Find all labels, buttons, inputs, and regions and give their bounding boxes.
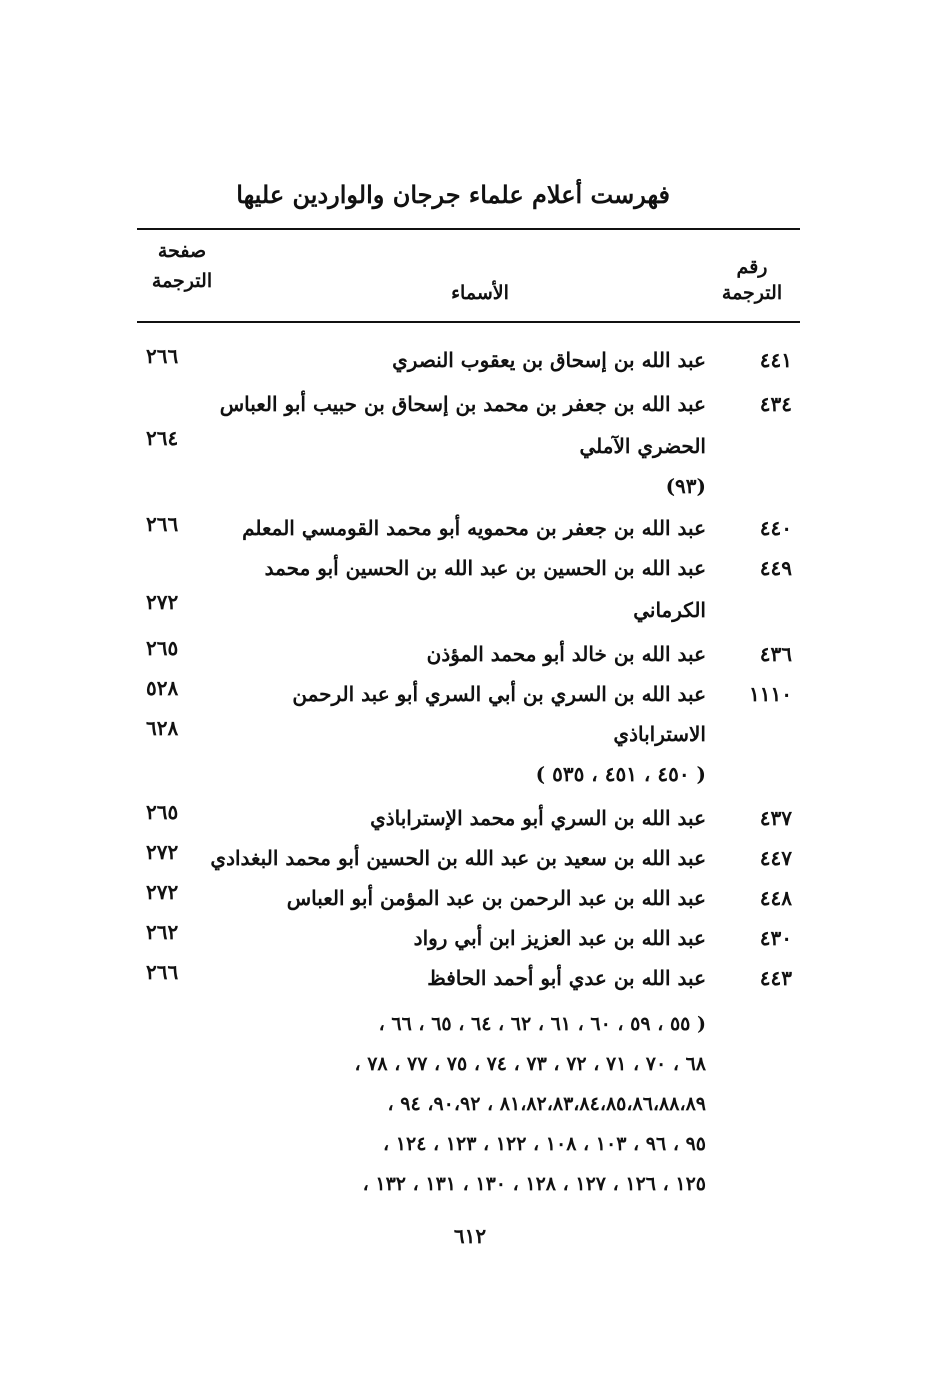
page-number: ٦١٢ bbox=[453, 1224, 487, 1248]
entry-number: ١١١٠ bbox=[749, 682, 792, 706]
ref-line: ٦٨ ، ٧٠ ، ٧١ ، ٧٢ ، ٧٣ ، ٧٤ ، ٧٥ ، ٧٧ ، ٧٨ ، bbox=[354, 1053, 706, 1075]
entry-name: عبد الله بن سعيد بن عبد الله بن الحسين أبو محمد البغدادي bbox=[210, 846, 706, 870]
entry-refs: (٩٣) bbox=[665, 474, 706, 498]
entry-page: ٢٦٦ bbox=[146, 344, 179, 368]
ref-line: ١٢٥ ، ١٢٦ ، ١٢٧ ، ١٢٨ ، ١٣٠ ، ١٣١ ، ١٣٢ ، bbox=[362, 1173, 706, 1195]
entry-name: عبد الله بن عدي أبو أحمد الحافظ bbox=[427, 966, 706, 990]
entry-page: ٦٢٨ bbox=[146, 716, 179, 740]
ref-line: ( ٥٥ ، ٥٩ ، ٦٠ ، ٦١ ، ٦٢ ، ٦٤ ، ٦٥ ، ٦٦ ، bbox=[378, 1013, 706, 1035]
column-header-page-line2: الترجمة bbox=[151, 270, 213, 292]
entry-page: ٢٦٦ bbox=[146, 960, 179, 984]
entry-name: عبد الله بن جعفر بن محمويه أبو محمد القومسي المعلم bbox=[242, 516, 706, 540]
column-header-number-line1: رقم bbox=[736, 256, 768, 278]
entry-page: ٢٧٢ bbox=[146, 880, 179, 904]
entry-name-continuation: الحضري الآملي bbox=[579, 434, 706, 458]
entry-number: ٤٤٨ bbox=[759, 886, 792, 910]
entry-number: ٤٣٤ bbox=[759, 392, 792, 416]
entry-name: عبد الله بن عبد العزيز ابن أبي رواد bbox=[413, 926, 706, 950]
entry-number: ٤٤٩ bbox=[759, 556, 792, 580]
entry-name: عبد الله بن السري أبو محمد الإستراباذي bbox=[370, 806, 706, 830]
entry-page: ٥٢٨ bbox=[146, 676, 179, 700]
column-header-number-line2: الترجمة bbox=[721, 282, 783, 304]
entry-number: ٤٤٧ bbox=[759, 846, 792, 870]
entry-name-continuation: الكرماني bbox=[633, 598, 706, 622]
entry-name: عبد الله بن إسحاق بن يعقوب النصري bbox=[392, 348, 706, 372]
entry-page: ٢٦٦ bbox=[146, 512, 179, 536]
column-header-page-line1: صفحة bbox=[157, 240, 207, 262]
entry-name: عبد الله بن السري بن أبي السري أبو عبد الرحمن bbox=[292, 682, 706, 706]
entry-name: عبد الله بن الحسين بن عبد الله بن الحسين أبو محمد bbox=[264, 556, 706, 580]
column-header-names: الأسماء bbox=[451, 282, 509, 304]
entry-name-continuation: الاستراباذي bbox=[613, 722, 706, 746]
entry-page: ٢٧٢ bbox=[146, 840, 179, 864]
header-rule-top bbox=[137, 228, 800, 230]
column-header-page bbox=[142, 240, 222, 292]
entry-number: ٤٣٦ bbox=[759, 642, 792, 666]
entry-number: ٤٣٧ bbox=[759, 806, 792, 830]
entry-page: ٢٦٤ bbox=[146, 426, 179, 450]
entry-number: ٤٤١ bbox=[759, 348, 792, 372]
entry-number: ٤٤٣ bbox=[759, 966, 792, 990]
entry-name: عبد الله بن عبد الرحمن بن عبد المؤمن أبو العباس bbox=[286, 886, 706, 910]
entry-number: ٤٤٠ bbox=[759, 516, 792, 540]
entry-number: ٤٣٠ bbox=[759, 926, 792, 950]
entry-page: ٢٦٥ bbox=[146, 636, 179, 660]
entry-page: ٢٦٥ bbox=[146, 800, 179, 824]
entry-page: ٢٧٢ bbox=[146, 590, 179, 614]
ref-line: ٩٥ ، ٩٦ ، ١٠٣ ، ١٠٨ ، ١٢٢ ، ١٢٣ ، ١٢٤ ، bbox=[383, 1133, 706, 1155]
ref-line: ٨١،٨٢،٨٣،٨٤،٨٥،٨٦،٨٨،٨٩ ، ٩٠،٩٢، ٩٤ ، bbox=[387, 1093, 706, 1115]
entry-name: عبد الله بن جعفر بن محمد بن إسحاق بن حبيب أبو العباس bbox=[219, 392, 706, 416]
entry-refs: ( ٤٥٠ ، ٤٥١ ، ٥٣٥ ) bbox=[535, 762, 706, 786]
column-header-number bbox=[712, 256, 792, 304]
entry-page: ٢٦٢ bbox=[146, 920, 179, 944]
page-title: فهرست أعلام علماء جرجان والواردين عليها bbox=[236, 180, 670, 209]
entry-name: عبد الله بن خالد أبو محمد المؤذن bbox=[426, 642, 706, 666]
header-rule-bottom bbox=[137, 321, 800, 323]
